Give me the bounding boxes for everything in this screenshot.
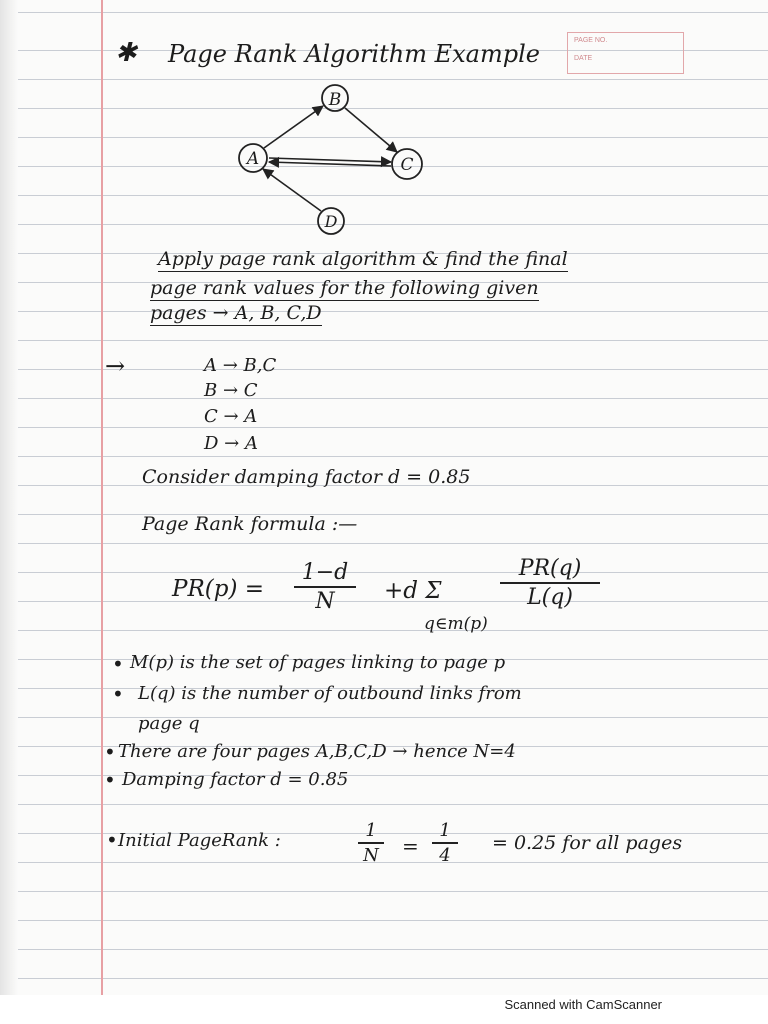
damping-statement: Consider damping factor d = 0.85 xyxy=(142,466,471,488)
formula-fraction-2 xyxy=(500,556,600,610)
title-marker: ✱ xyxy=(115,38,137,68)
bullet-dot: • xyxy=(112,682,124,706)
bullet-dot: • xyxy=(104,768,116,792)
fraction-1-denominator: N xyxy=(315,589,335,614)
link-line-3: C → A xyxy=(204,406,258,427)
link-graph-diagram xyxy=(225,80,445,240)
link-line-1: A → B,C xyxy=(204,355,277,376)
page-no-label: PAGE NO. xyxy=(574,37,608,44)
edge-b-c xyxy=(345,108,397,152)
formula-lhs: PR(p) = xyxy=(172,576,265,602)
node-a-label: A xyxy=(246,149,260,169)
answer-arrow: → xyxy=(105,352,126,380)
fraction-2-denominator: L(q) xyxy=(527,585,573,610)
scanner-footer xyxy=(0,995,768,1024)
fraction-2-numerator: PR(q) xyxy=(518,556,582,581)
node-b-label: B xyxy=(328,90,342,110)
initial-pagerank-label: Initial PageRank : xyxy=(118,830,281,851)
initial-f2-bar xyxy=(432,842,458,844)
initial-f1-denominator: N xyxy=(363,845,379,866)
node-c-label: C xyxy=(400,155,414,175)
fraction-2-bar xyxy=(500,582,600,584)
initial-fraction-1 xyxy=(358,820,384,866)
bullet-4: Damping factor d = 0.85 xyxy=(122,769,349,790)
problem-line-2: page rank values for the following given xyxy=(150,277,539,299)
bullet-dot: • xyxy=(106,828,118,852)
bullet-dot: • xyxy=(112,652,124,676)
initial-f2-numerator: 1 xyxy=(439,820,451,841)
edge-c-a xyxy=(269,162,391,166)
page-title: Page Rank Algorithm Example xyxy=(168,40,540,68)
formula-fraction-1 xyxy=(294,560,356,614)
fraction-1-numerator: 1−d xyxy=(301,560,349,585)
formula-sum-subscript: q∈m(p) xyxy=(424,614,488,634)
problem-line-1: Apply page rank algorithm & find the final xyxy=(158,248,568,270)
initial-fraction-2 xyxy=(432,820,458,866)
initial-result: = 0.25 for all pages xyxy=(492,832,683,854)
formula-plus-d-sum: +d Σ xyxy=(384,578,442,604)
bullet-3: There are four pages A,B,C,D → hence N=4 xyxy=(118,741,516,762)
bullet-dot: • xyxy=(104,740,116,764)
scanner-watermark: Scanned with CamScanner xyxy=(504,997,662,1012)
edge-d-a xyxy=(263,169,321,211)
bullet-2: L(q) is the number of outbound links from xyxy=(138,683,522,704)
node-d-label: D xyxy=(324,212,338,231)
link-line-2: B → C xyxy=(204,380,258,401)
bullet-1: M(p) is the set of pages linking to page p xyxy=(130,652,506,673)
date-box xyxy=(567,32,684,74)
bullet-2-continued: page q xyxy=(138,713,200,734)
edge-a-b xyxy=(264,106,323,148)
edge-a-c xyxy=(269,158,391,162)
margin-line xyxy=(101,0,103,995)
initial-f1-numerator: 1 xyxy=(365,820,377,841)
initial-equals: = xyxy=(402,834,419,858)
initial-f2-denominator: 4 xyxy=(439,845,451,866)
initial-f1-bar xyxy=(358,842,384,844)
fraction-1-bar xyxy=(294,586,356,588)
date-label: DATE xyxy=(574,55,593,62)
link-line-4: D → A xyxy=(204,433,258,454)
formula-heading: Page Rank formula :— xyxy=(142,513,358,535)
page-binding-edge xyxy=(0,0,18,995)
problem-line-3: pages → A, B, C,D xyxy=(150,302,322,324)
